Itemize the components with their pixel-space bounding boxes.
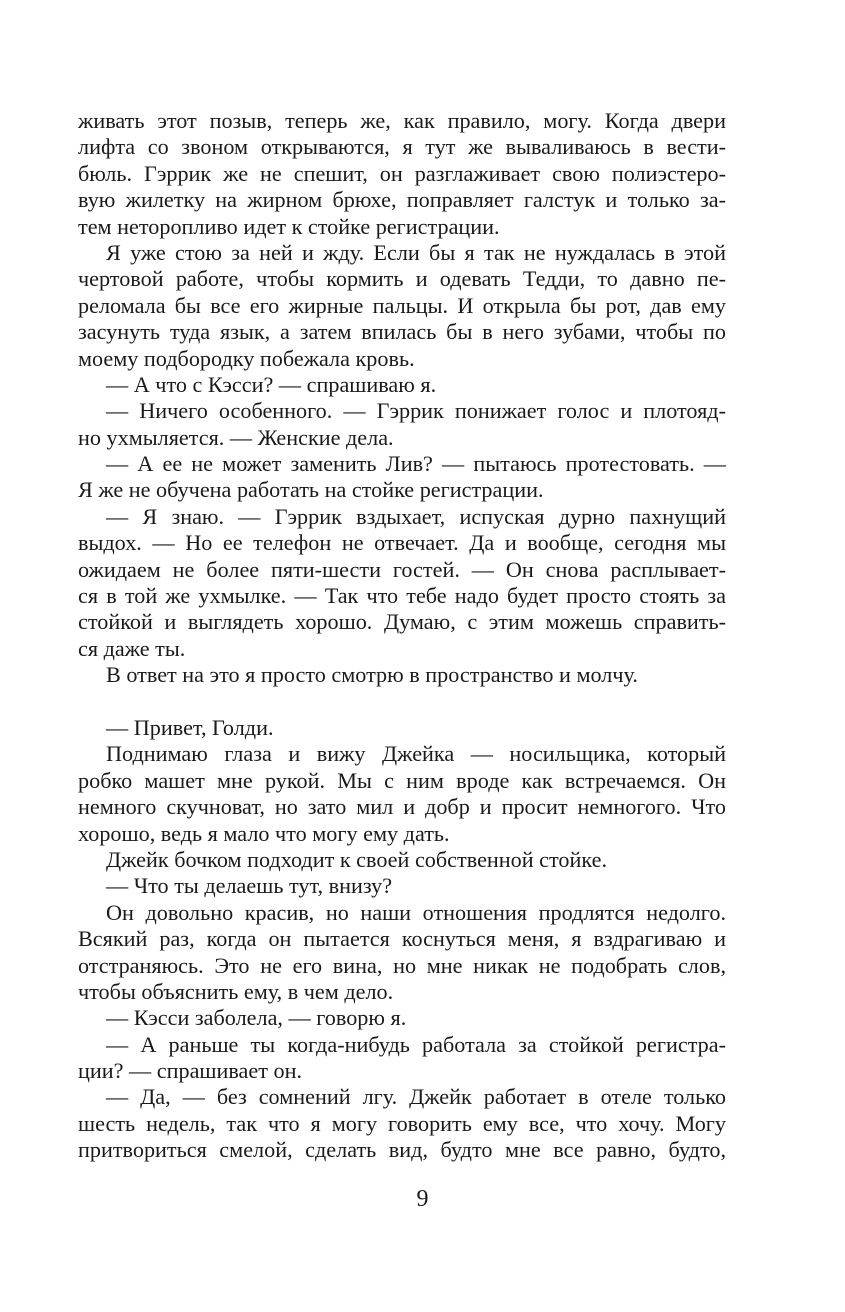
text-line: бюль. Гэррик же не спешит, он разглаживает свою полиэстеро- <box>78 160 726 186</box>
text-line: лифта со звоном открываются, я тут же вываливаюсь в вести- <box>78 134 726 160</box>
text-line: ожидаем не более пяти-шести гостей. — Он снова расплывает- <box>78 556 726 582</box>
text-line: Он довольно красив, но наши отношения продлятся недолго. <box>106 899 726 925</box>
text-line: моему подбородку побежала кровь. <box>78 345 415 371</box>
text-line: хорошо, ведь я мало что могу ему дать. <box>78 820 450 846</box>
text-line: Всякий раз, когда он пытается коснуться меня, я вздрагиваю и <box>78 926 726 952</box>
text-line: Поднимаю глаза и вижу Джейка — носильщика, который <box>106 741 726 767</box>
text-line: — А что с Кэсси? — спрашиваю я. <box>106 371 437 397</box>
text-line: Джейк бочком подходит к своей собственной стойке. <box>106 846 608 872</box>
text-line: чертовой работе, чтобы кормить и одевать Тедди, то давно пе- <box>78 266 726 292</box>
text-line: ся даже ты. <box>78 635 186 661</box>
text-line: В ответ на это я просто смотрю в пространство и молчу. <box>106 662 638 688</box>
text-line: Я же не обучена работать на стойке регистрации. <box>78 477 544 503</box>
text-line: но ухмыляется. — Женские дела. <box>78 424 394 450</box>
text-line: — Да, — без сомнений лгу. Джейк работает в отеле только <box>106 1084 726 1110</box>
section-break <box>78 689 726 715</box>
text-line: — Я знаю. — Гэррик вздыхает, испуская дурно пахнущий <box>106 503 726 529</box>
text-line: вую жилетку на жирном брюхе, поправляет галстук и только за- <box>78 187 726 213</box>
text-line: чтобы объяснить ему, в чем дело. <box>78 978 394 1004</box>
text-line: Я уже стою за ней и жду. Если бы я так не нуждалась в этой <box>106 239 726 265</box>
text-line: реломала бы все его жирные пальцы. И открыла бы рот, дав ему <box>78 292 726 318</box>
text-line: — А раньше ты когда-нибудь работала за стойкой регистра- <box>106 1031 726 1057</box>
text-line: притвориться смелой, сделать вид, будто мне все равно, будто, <box>78 1137 726 1163</box>
text-line: стойкой и выглядеть хорошо. Думаю, с этим можешь справить- <box>78 609 726 635</box>
text-line: отстраняюсь. Это не его вина, но мне никак не подобрать слов, <box>78 952 726 978</box>
text-line: живать этот позыв, теперь же, как правило, могу. Когда двери <box>78 108 726 133</box>
text-line: ся в той же ухмылке. — Так что тебе надо будет просто стоять за <box>78 583 726 609</box>
text-line: — Привет, Голди. <box>106 714 274 740</box>
text-line: засунуть туда язык, а затем впилась бы в него зубами, чтобы по <box>78 319 726 345</box>
text-line: — А ее не может заменить Лив? — пытаюсь протестовать. — <box>106 451 726 477</box>
text-line: ции? — спрашивает он. <box>78 1058 303 1084</box>
text-line: выдох. — Но ее телефон не отвечает. Да и вообще, сегодня мы <box>78 530 726 556</box>
text-line: — Кэсси заболела, — говорю я. <box>106 1005 407 1031</box>
text-line: тем неторопливо идет к стойке регистрации. <box>78 213 500 239</box>
body-text <box>78 108 726 1164</box>
text-line: — Ничего особенного. — Гэррик понижает голос и плотояд- <box>106 398 726 424</box>
page-number: 9 <box>416 1186 429 1212</box>
text-line: робко машет мне рукой. Мы с ним вроде как встречаемся. Он <box>78 767 726 793</box>
text-line: немного скучноват, но зато мил и добр и просит немногого. Что <box>78 794 726 820</box>
text-line: — Что ты делаешь тут, внизу? <box>106 873 393 899</box>
text-line: шесть недель, так что я могу говорить ему все, что хочу. Могу <box>78 1110 726 1136</box>
